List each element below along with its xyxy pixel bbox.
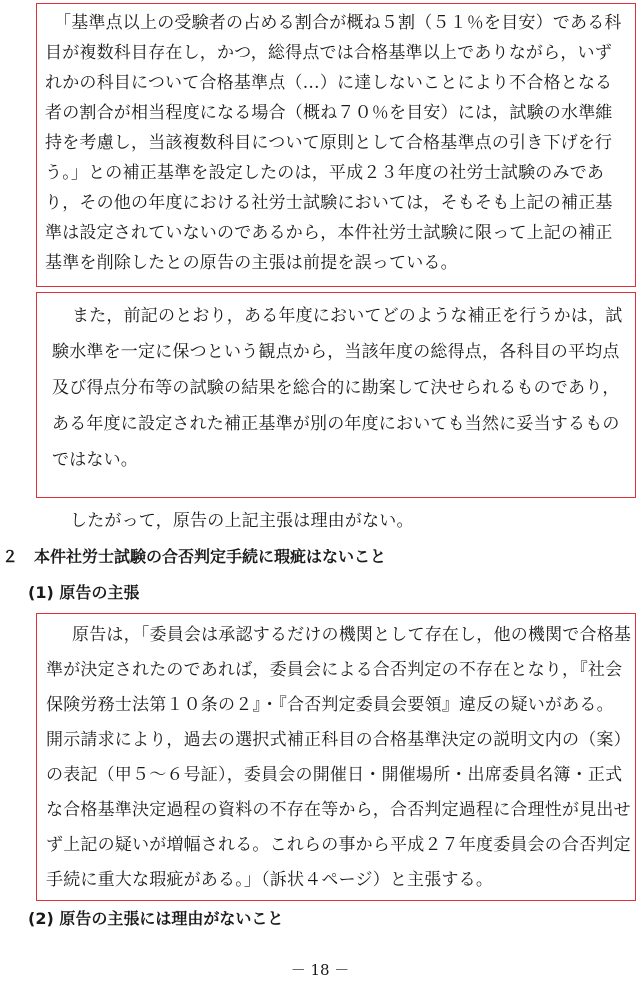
text-line: 持を考慮し，当該複数科目について原則として合格基準点の引き下げを行 bbox=[45, 133, 613, 153]
text-line: ではない。 bbox=[52, 450, 138, 470]
text-line: 保険労務士法第１０条の２』・『合否判定委員会要領』違反の疑いがある。 bbox=[46, 695, 614, 715]
text-line: 準は設定されていないのであるから，本件社労士試験に限って上記の補正 bbox=[45, 223, 613, 243]
text-line: り，その他の年度における社労士試験においては，そもそも上記の補正基 bbox=[45, 193, 613, 213]
text-line: 験水準を一定に保つという観点から，当該年度の総得点，各科目の平均点 bbox=[52, 342, 620, 362]
text-line: 開示請求により，過去の選択式補正科目の合格基準決定の説明文内の（案） bbox=[46, 730, 631, 750]
section-heading: ２ 本件社労士試験の合否判定手続に瑕疵はないこと bbox=[2, 547, 387, 566]
text-line: ず上記の疑いが増幅される。これらの事から平成２７年度委員会の合否判定 bbox=[46, 835, 631, 855]
text-line: 手続に重大な瑕疵がある。」（訴状４ページ）と主張する。 bbox=[46, 870, 494, 890]
conclusion-text: したがって，原告の上記主張は理由がない。 bbox=[70, 511, 414, 531]
subsection-heading: (1) 原告の主張 bbox=[28, 583, 140, 602]
text-line: 者の割合が相当程度になる場合（概ね７０％を目安）には，試験の水準維 bbox=[45, 103, 613, 123]
text-line: れかの科目について合格基準点（…）に達しないことにより不合格となる bbox=[45, 73, 613, 93]
page-number: － 18 － bbox=[290, 961, 350, 979]
text-line: 原告は，「委員会は承認するだけの機関として存在し，他の機関で合格基 bbox=[72, 625, 632, 645]
text-line: 基準を削除したとの原告の主張は前提を誤っている。 bbox=[45, 253, 458, 273]
text-line: 準が決定されたのであれば，委員会による合否判定の不存在となり，『社会 bbox=[46, 660, 623, 680]
text-line: また，前記のとおり，ある年度においてどのような補正を行うかは，試 bbox=[72, 306, 623, 326]
text-line: な合格基準決定過程の資料の不存在等から，合否判定過程に合理性が見出せ bbox=[46, 800, 631, 820]
subsection-heading: (2) 原告の主張には理由がないこと bbox=[28, 909, 284, 928]
text-line: 「基準点以上の受験者の占める割合が概ね５割（５１％を目安）である科 bbox=[54, 13, 622, 33]
highlight-box-3 bbox=[36, 613, 636, 901]
text-line: ある年度に設定された補正基準が別の年度においても当然に妥当するもの bbox=[52, 414, 620, 434]
text-line: う。」との補正基準を設定したのは，平成２３年度の社労士試験のみであ bbox=[45, 163, 605, 183]
text-line: 及び得点分布等の試験の結果を総合的に勘案して決せられるものであり， bbox=[52, 378, 620, 398]
text-line: の表記（甲５～６号証），委員会の開催日・開催場所・出席委員名簿・正式 bbox=[46, 765, 623, 785]
text-line: 目が複数科目存在し，かつ，総得点では合格基準以上でありながら，いず bbox=[45, 43, 612, 63]
